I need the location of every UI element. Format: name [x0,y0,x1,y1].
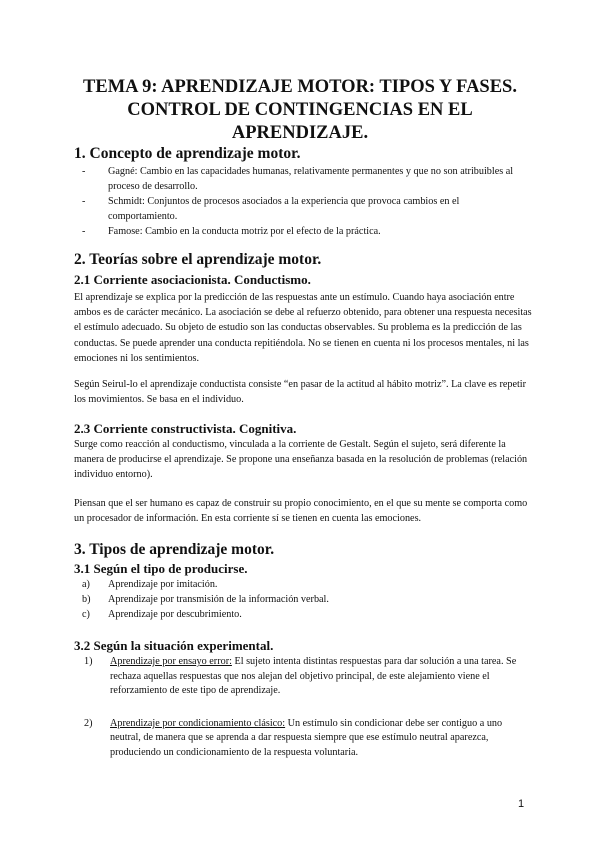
list-item: a) Aprendizaje por imitación. [82,579,218,590]
section-2-heading: 2. Teorías sobre el aprendizaje motor. [74,251,322,268]
list-item: 1) Aprendizaje por ensayo error: El sujeto intenta distintas respuestas para dar solución a una tarea. Se rechaza aquellas respuestas que nos alejan del objetivo principal, de este alejamiento viene el reforzamiento de este tipo de aprendizaje. [84,656,517,697]
subsection-2-3-heading: 2.3 Corriente constructivista. Cognitiva. [74,421,297,436]
document-title [70,76,530,145]
paragraph: Piensan que el ser humano es capaz de construir su propio conocimiento, en el que su mente se comporta como un procesador de información. En esta corriente sí se tienen en cuenta las emociones. [74,498,528,525]
section-1-heading: 1. Concepto de aprendizaje motor. [74,145,301,162]
list-item: - Famose: Cambio en la conducta motriz por el efecto de la práctica. [82,226,381,238]
definitions-list [82,165,528,241]
subsection-3-2-heading: 3.2 Según la situación experimental. [74,638,274,653]
paragraph: El aprendizaje se explica por la predicción de las respuestas ante un estímulo. Cuando haya asociación entre ambos es de carácter mecánico. La asociación se debe al refuerzo obtenido, para obtener una respuesta necesitas el estímulo adecuado. Su objeto de estudio son las conductas observables. Su problema es la predicción de las conductas. Se puede aprender una conducta repitiéndola. No se tienen en cuenta ni los procesos mentales, ni las emociones ni los sentimientos. [74,292,532,364]
page-number: 1 [518,798,525,810]
types-list [82,578,528,623]
subsection-2-1-heading: 2.1 Corriente asociacionista. Conductismo. [74,272,311,287]
subsection-3-1-heading: 3.1 Según el tipo de producirse. [74,561,248,576]
paragraph: Según Seirul-lo el aprendizaje conductista consiste “en pasar de la actitud al hábito motriz”. La clave es repetir los movimientos. Se basa en el individuo. [74,379,527,406]
section-3-heading: 3. Tipos de aprendizaje motor. [74,541,275,558]
title-line-1: TEMA 9: APRENDIZAJE MOTOR: TIPOS Y FASES. [83,77,517,97]
list-item: 2) Aprendizaje por condicionamiento clásico: Un estímulo sin condicionar debe ser contiguo a uno neutral, de manera que se aprenda a dar respuesta siempre que ese estímulo neutral aparezca, produciendo un condicionamiento de la respuesta voluntaria. [84,717,503,758]
list-item: b) Aprendizaje por transmisión de la información verbal. [82,594,329,606]
list-item: - Gagné: Cambio en las capacidades humanas, relativamente permanentes y que no son atribuibles al proceso de desarrollo. [82,166,514,192]
title-line-2: CONTROL DE CONTINGENCIAS EN EL [127,100,473,120]
paragraph: Surge como reacción al conductismo, vinculada a la corriente de Gestalt. Según el sujeto, será diferente la manera de producirse el aprendizaje. Se propone una enseñanza basada en la resolución de problemas (relación individuo entorno). [74,439,528,481]
title-line-3: APRENDIZAJE. [231,123,369,143]
list-item: c) Aprendizaje por descubrimiento. [82,609,242,621]
list-item: - Schmidt: Conjuntos de procesos asociados a la experiencia que provoca cambios en el comportamiento. [82,196,460,222]
experimental-list [84,655,530,779]
